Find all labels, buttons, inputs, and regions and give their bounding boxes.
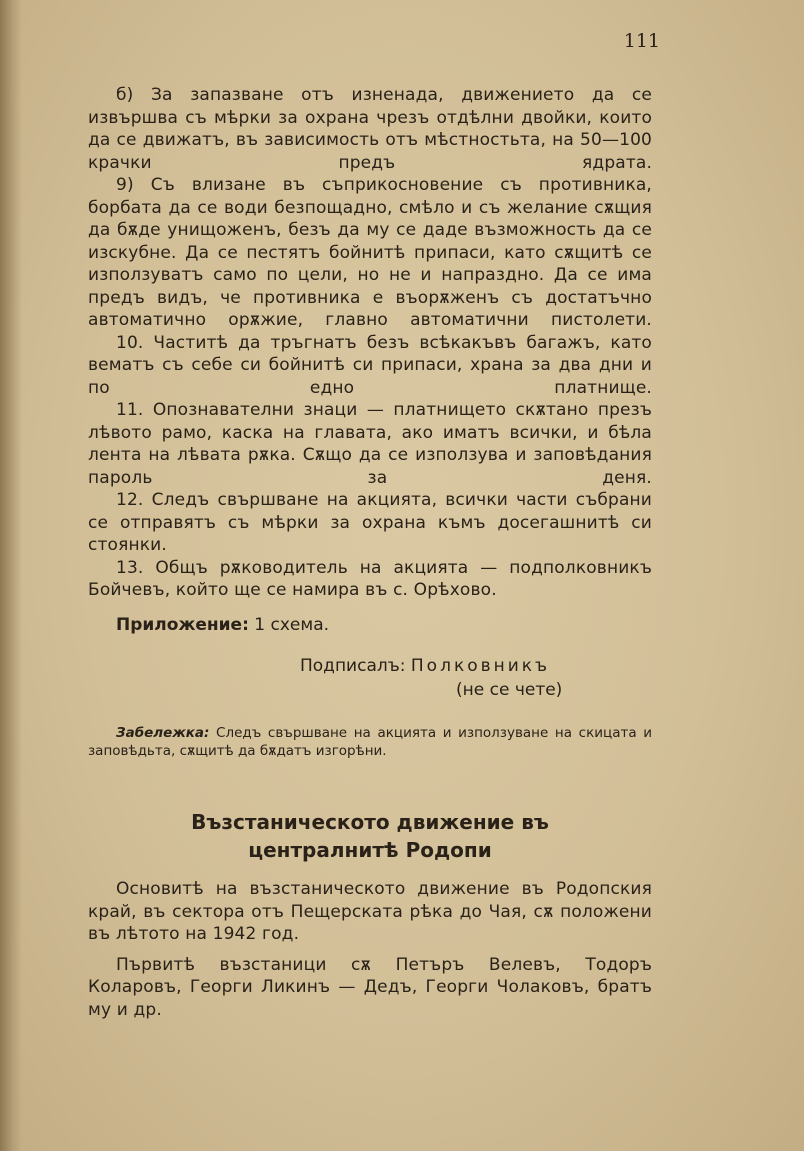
illegible-note: (не се чете) <box>456 679 563 700</box>
section-paragraph-1: Основитѣ на възстаническото движение въ Родопския край, въ сектора отъ Пещерската рѣка до Чая, сѫ положени въ лѣтото на 1942 год. <box>88 879 652 944</box>
paragraph-12: 12. Следъ свършване на акцията, всички части събрани се отправятъ съ мѣрки за охрана къмъ досегашнитѣ си стоянки. <box>88 490 652 555</box>
paragraph-b: б) За запазване отъ изненада, движението да се извършва съ мѣрки за охрана чрезъ отдѣлни двойки, които да се движатъ, въ зависимость отъ мѣстностьта, на 50—100 крачки предъ ядрата. <box>88 85 652 173</box>
signer-rank: Полковникъ <box>410 655 551 676</box>
signature-block <box>300 654 652 702</box>
order-text-block <box>88 84 652 760</box>
page-number: 111 <box>623 30 660 52</box>
paragraph-10: 10. Частитѣ да тръгнатъ безъ всѣкакъвъ багажъ, като вематъ съ себе си бойнитѣ си припаси, храна за два дни и по едно платнище. <box>88 332 652 398</box>
remark-text: Следъ свършване на акцията и използуване на скицата и заповѣдьта, сѫщитѣ да бѫдатъ изгорѣни. <box>88 724 652 759</box>
page-spine-shadow <box>0 0 22 1151</box>
attachment-line <box>88 614 652 636</box>
heading-line-2: централнитѣ Родопи <box>248 838 492 862</box>
paragraph-11: 11. Опознавателни знаци — платнището скѫтано презъ лѣвото рамо, каска на главата, ако иматъ всички, и бѣла лента на лѣвата рѫка. Сѫщо да се използува и заповѣдания пароль за деня. <box>88 400 652 488</box>
paragraph-9: 9) Съ влизане въ съприкосновение съ противника, борбата да се води безпощадно, смѣло и съ желание сѫщия да бѫде унищоженъ, безъ да му се даде възможность да се изскубне. Да се пестятъ бойнитѣ припаси, като сѫщитѣ се използуватъ само по цели, но не и напраздно. Да се има предъ видъ, че противника е въорѫженъ съ достатъчно автоматично орѫжие, главно автоматични пистолети. <box>88 175 652 330</box>
attachment-label: Приложение: <box>116 614 249 635</box>
signed-label: Подписалъ: <box>300 655 406 676</box>
section-text-block <box>88 878 652 1029</box>
attachment-text: 1 схема. <box>248 614 330 635</box>
paragraph-13: 13. Общъ рѫководитель на акцията — подполковникъ Бойчевъ, който ще се намира въ с. Орѣхово. <box>88 557 652 600</box>
remark-label: Забележка: <box>116 724 210 741</box>
heading-line-1: Възстаническото движение въ <box>191 810 549 834</box>
section-paragraph-2: Първитѣ възстаници сѫ Петъръ Велевъ, Тодоръ Коларовъ, Георги Ликинъ — Дедъ, Георги Чолаковъ, братъ му и др. <box>88 954 652 1020</box>
remark-note <box>88 724 652 760</box>
signature-line <box>300 654 652 678</box>
section-heading <box>88 808 652 864</box>
